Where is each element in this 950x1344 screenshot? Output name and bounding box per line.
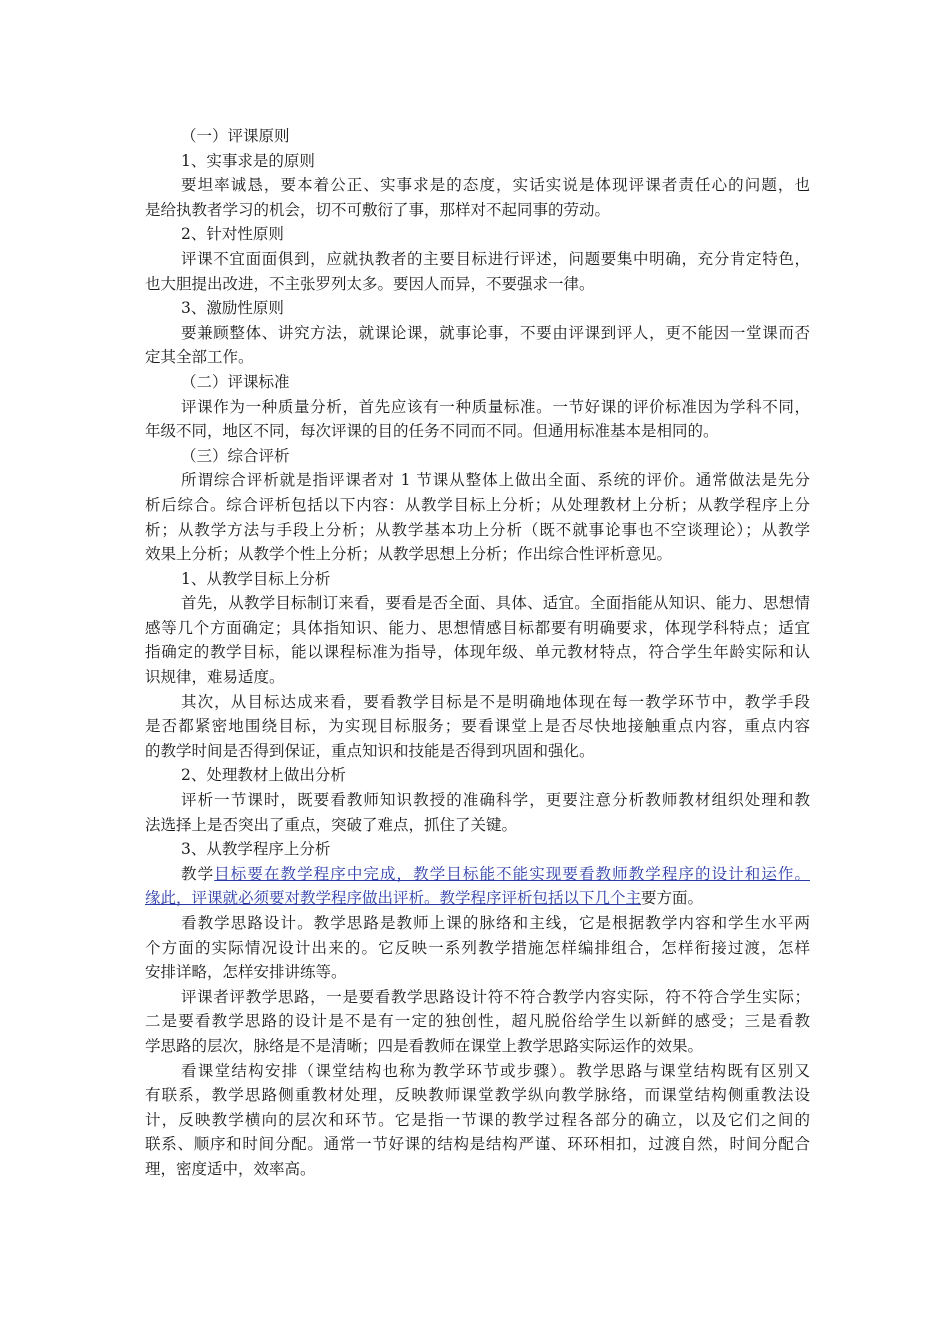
text-line — [145, 739, 810, 764]
text-span: 计，反映教学横向的层次和环节。它是指一节课的教学过程各部分的确立，以及它们之间的 — [145, 1110, 810, 1129]
text-span: 要兼顾整体、讲究方法，就课论课，就事论事，不要由评课到评人，更不能因一堂课而否 — [181, 323, 810, 342]
text-span: 析后综合。综合评析包括以下内容：从教学目标上分析；从处理教材上分析；从教学程序上分 — [145, 495, 810, 514]
text-line — [145, 763, 810, 788]
text-span: 有联系，教学思路侧重教材处理，反映教师课堂教学纵向教学脉络，而课堂结构侧重教法设 — [145, 1086, 810, 1105]
text-span: 1、实事求是的原则 — [181, 151, 315, 170]
text-span: 所谓综合评析就是指评课者对 1 节课从整体上做出全面、系统的评价。通常做法是先分 — [181, 471, 810, 490]
text-line — [145, 690, 810, 715]
text-line — [145, 665, 810, 690]
text-span: 是给执教者学习的机会，切不可敷衍了事，那样对不起同事的劳动。 — [145, 200, 611, 219]
text-span: 年级不同，地区不同，每次评课的目的任务不同而不同。但通用标准基本是相同的。 — [145, 422, 719, 441]
text-span: 其次，从目标达成来看，要看教学目标是不是明确地体现在每一教学环节中，教学手段 — [181, 692, 810, 711]
text-span: 是否都紧密地围绕目标，为实现目标服务；要看课堂上是否尽快地接触重点内容，重点内容 — [145, 717, 810, 736]
text-line — [145, 198, 810, 223]
text-span: 要方面。 — [641, 889, 704, 908]
text-span: 析；从教学方法与手段上分析；从教学基本功上分析（既不就事论事也不空谈理论）；从教学 — [145, 520, 810, 539]
text-line — [145, 837, 810, 862]
text-span: （一）评课原则 — [181, 127, 290, 145]
text-line — [145, 272, 810, 297]
hyperlink-text[interactable]: 目标要在教学程序中完成，教学目标能不能实现要看教师教学程序的设计和运作。 — [214, 864, 810, 883]
text-span: 看课堂结构安排（课堂结构也称为教学环节或步骤）。教学思路与课堂结构既有区别又 — [181, 1061, 810, 1080]
text-line — [145, 149, 810, 174]
text-line — [145, 591, 810, 616]
text-line — [145, 640, 810, 665]
text-line — [145, 1083, 810, 1108]
text-span: （三）综合评析 — [181, 446, 290, 465]
text-span: 要坦率诚恳，要本着公正、实事求是的态度，实话实说是体现评课者责任心的问题，也 — [181, 176, 810, 195]
hyperlink-text[interactable]: 缘此，评课就必须要对教学程序做出评析。教学程序评析包括以下几个主 — [145, 889, 642, 908]
text-span: 首先，从教学目标制订来看，要看是否全面、具体、适宜。全面指能从知识、能力、思想情 — [181, 594, 810, 613]
text-line — [145, 518, 810, 543]
text-line — [145, 542, 810, 567]
text-span: （二）评课标准 — [181, 372, 290, 391]
text-line — [145, 813, 810, 838]
text-line — [145, 886, 810, 911]
text-line — [145, 1059, 810, 1084]
text-line — [145, 296, 810, 321]
document-page — [145, 124, 810, 1182]
text-span: 识规律，难易适度。 — [145, 668, 285, 687]
text-line — [145, 788, 810, 813]
text-span: 评课者评教学思路，一是要看教学思路设计符不符合教学内容实际，符不符合学生实际； — [181, 987, 810, 1006]
text-line — [145, 173, 810, 198]
text-line — [145, 911, 810, 936]
text-span: 教学 — [181, 864, 215, 883]
text-line — [145, 960, 810, 985]
text-line — [145, 1157, 810, 1182]
text-line — [145, 862, 810, 887]
text-line — [145, 419, 810, 444]
text-span: 指确定的教学目标，能以课程标准为指导，体现年级、单元教材特点，符合学生年龄实际和认 — [145, 643, 810, 662]
text-line — [145, 247, 810, 272]
text-line — [145, 1034, 810, 1059]
text-span: 1、从教学目标上分析 — [181, 569, 331, 588]
text-span: 看教学思路设计。教学思路是教师上课的脉络和主线，它是根据教学内容和学生水平两 — [181, 914, 810, 932]
text-line — [145, 567, 810, 592]
text-span: 学思路的层次，脉络是不是清晰；四是看教师在课堂上教学思路实际运作的效果。 — [145, 1036, 704, 1055]
text-span: 3、从教学程序上分析 — [181, 840, 331, 859]
text-line — [145, 616, 810, 641]
text-span: 二是要看教学思路的设计是不是有一定的独创性，超凡脱俗给学生以新鲜的感受；三是看教 — [145, 1012, 810, 1031]
text-line — [145, 1132, 810, 1157]
text-line — [145, 714, 810, 739]
text-span: 定其全部工作。 — [145, 348, 254, 367]
text-line — [145, 493, 810, 518]
text-span: 评课作为一种质量分析，首先应该有一种质量标准。一节好课的评价标准因为学科不同， — [181, 397, 810, 416]
text-line — [145, 222, 810, 247]
text-span: 法选择上是否突出了重点，突破了难点，抓住了关键。 — [145, 815, 518, 834]
text-span: 联系、顺序和时间分配。通常一节好课的结构是结构严谨、环环相扣，过渡自然，时间分配合 — [145, 1135, 810, 1154]
text-span: 2、针对性原则 — [181, 225, 284, 244]
text-line — [145, 395, 810, 420]
text-span: 安排详略，怎样安排讲练等。 — [145, 963, 347, 982]
text-span: 2、处理教材上做出分析 — [181, 766, 346, 785]
text-span: 评课不宜面面俱到，应就执教者的主要目标进行评述，问题要集中明确，充分肯定特色， — [181, 249, 810, 268]
text-line — [145, 444, 810, 469]
text-line — [145, 321, 810, 346]
text-span: 评析一节课时，既要看教师知识教授的准确科学，更要注意分析教师教材组织处理和教 — [181, 791, 810, 810]
text-line — [145, 468, 810, 493]
text-line — [145, 1009, 810, 1034]
text-line — [145, 345, 810, 370]
text-span: 感等几个方面确定；具体指知识、能力、思想情感目标都要有明确要求，体现学科特点；适宜 — [145, 618, 810, 637]
text-line — [145, 370, 810, 395]
text-span: 的教学时间是否得到保证，重点知识和技能是否得到巩固和强化。 — [145, 741, 595, 760]
text-span: 个方面的实际情况设计出来的。它反映一系列教学措施怎样编排组合，怎样衔接过渡，怎样 — [145, 938, 810, 957]
text-span: 效果上分析；从教学个性上分析；从教学思想上分析；作出综合性评析意见。 — [145, 545, 673, 564]
text-line — [145, 124, 810, 149]
text-span: 3、激励性原则 — [181, 299, 284, 318]
text-span: 理，密度适中，效率高。 — [145, 1159, 316, 1178]
text-line — [145, 936, 810, 961]
text-span: 也大胆提出改进，不主张罗列太多。要因人而异，不要强求一律。 — [145, 274, 595, 293]
text-line — [145, 985, 810, 1010]
text-line — [145, 1108, 810, 1133]
